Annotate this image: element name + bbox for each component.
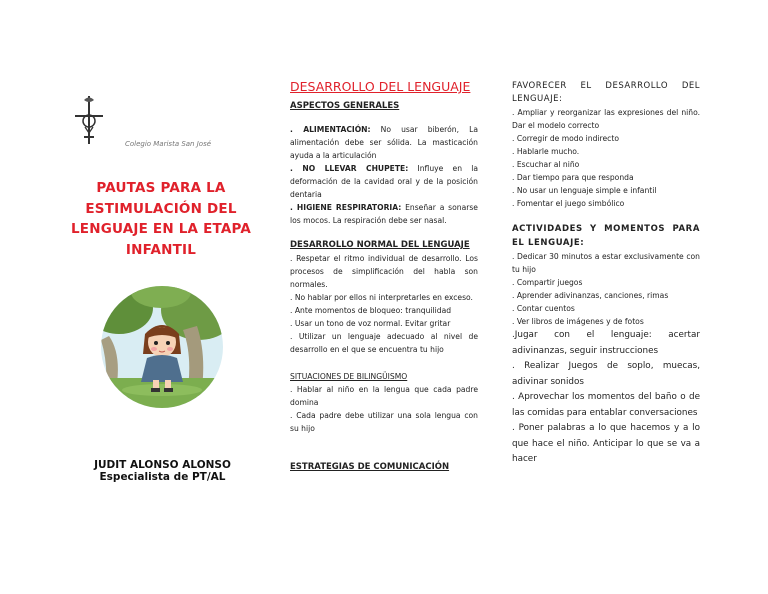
author-role: Especialista de PT/AL [99,471,226,483]
list-item: . Ante momentos de bloqueo: tranquilidad [290,306,452,315]
aspecto-higiene [290,201,478,227]
list-item: . Dar tiempo para que responda [512,173,634,182]
list-item: . Aprender adivinanzas, canciones, rimas [512,291,669,300]
list-item: . Usar un tono de voz normal. Evitar gritar [290,319,451,328]
aspecto-text: No usar biberón, La alimentación debe ser sólida. La masticación ayuda a la articulación [290,125,478,160]
aspecto-chupete [290,162,478,201]
actividades-heading: ACTIVIDADES Y MOMENTOS PARA EL LENGUAJE: [512,224,700,248]
list-item: . Fomentar el juego simbólico [512,199,625,208]
aspecto-text: Enseñar a sonarse los mocos. La respiración debe ser nasal. [290,203,478,225]
list-item: . Utilizar un lenguaje adecuado al nivel de desarrollo en el que se encuentra tu hijo [290,332,478,354]
aspecto-label: . NO LLEVAR CHUPETE: [290,164,409,173]
list-item: . Hablarle mucho. [512,147,580,156]
list-item: . Dedicar 30 minutos a estar exclusivamente con tu hijo [512,252,700,274]
middle-column [290,80,478,474]
marist-cross-emblem-icon [72,94,106,146]
list-item: . Cada padre debe utilizar una sola lengua con su hijo [290,411,478,433]
list-item: .Jugar con el lenguaje: acertar adivinanzas, seguir instrucciones [512,330,700,356]
list-item: . Poner palabras a lo que hacemos y a lo que hace el niño. Anticipar lo que se va a hacer [512,423,700,464]
favorecer-heading: FAVORECER EL DESARROLLO DEL LENGUAJE: [512,81,700,104]
list-item: . No usar un lenguaje simple e infantil [512,186,657,195]
aspecto-text: Influye en la deformación de la cavidad oral y de la posición dentaria [290,164,478,199]
list-item: . No hablar por ellos ni interpretarles en exceso. [290,293,473,302]
list-item: . Realizar Juegos de soplo, muecas, adivinar sonidos [512,361,700,387]
list-item: . Compartir juegos [512,278,583,287]
list-item: . Hablar al niño en la lengua que cada padre domina [290,385,478,407]
right-column [512,80,700,468]
section-title: DESARROLLO DEL LENGUAJE [290,79,471,94]
author-block [80,459,245,483]
aspecto-label: . ALIMENTACIÓN: [290,125,371,134]
author-name: JUDIT ALONSO ALONSO [94,459,231,471]
list-item: . Contar cuentos [512,304,575,313]
aspectos-heading: ASPECTOS GENERALES [290,101,400,111]
normal-heading: DESARROLLO NORMAL DEL LENGUAJE [290,240,470,250]
bilinguismo-heading: SITUACIONES DE BILINGÜISMO [290,372,408,381]
brochure-title: PAUTAS PARA LA ESTIMULACIÓN DEL LENGUAJE EN LA ETAPA INFANTIL [70,180,252,258]
list-item: . Ampliar y reorganizar las expresiones del niño. Dar el modelo correcto [512,108,700,130]
aspecto-alimentacion [290,123,478,162]
school-name: Colegio Marista San José [124,140,212,148]
list-item: . Escuchar al niño [512,160,580,169]
list-item: . Corregir de modo indirecto [512,134,619,143]
aspecto-label: . HIGIENE RESPIRATORIA: [290,203,402,212]
list-item: . Ver libros de imágenes y de fotos [512,317,644,326]
list-item: . Aprovechar los momentos del baño o de las comidas para entablar conversaciones [512,392,700,418]
list-item: . Respetar el ritmo individual de desarrollo. Los procesos de simplificación del habla son normales. [290,254,478,289]
girl-in-forest-illustration [101,286,223,408]
estrategias-heading: ESTRATEGIAS DE COMUNICACIÓN [290,462,450,472]
